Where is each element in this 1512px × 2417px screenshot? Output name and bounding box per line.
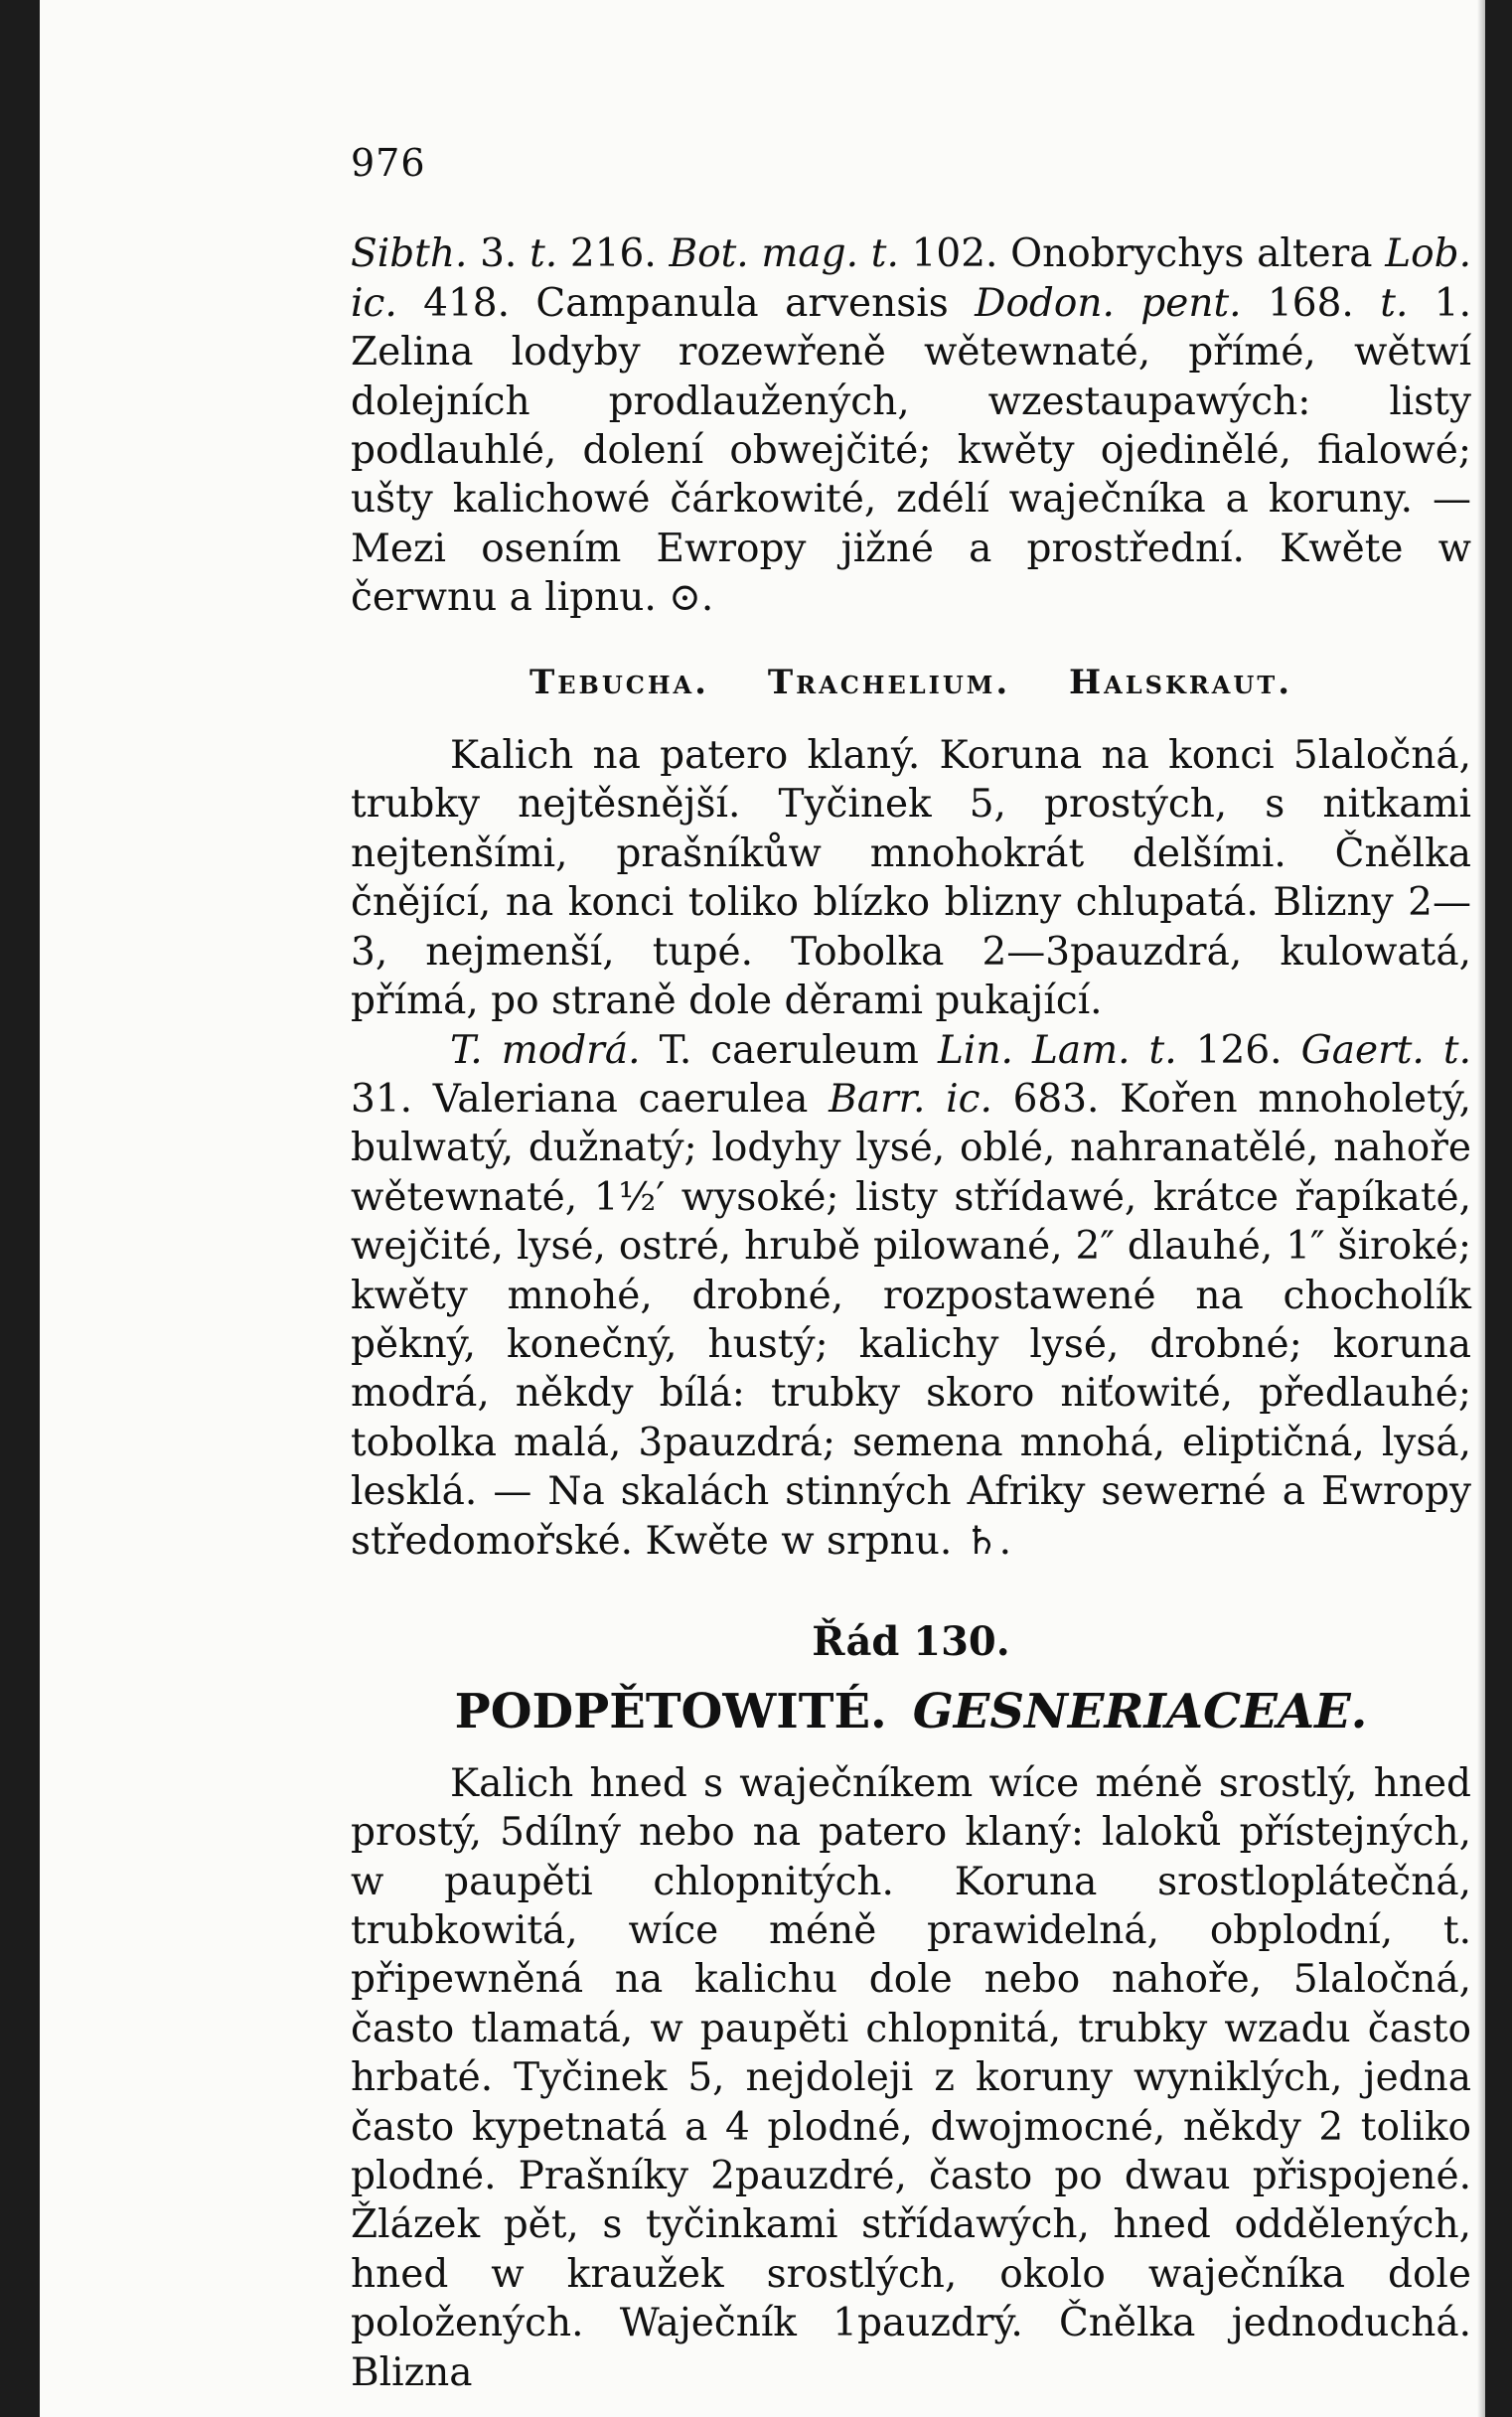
family-description: Kalich hned s waječníkem wíce méně srostlý, hned prostý, 5dílný nebo na patero klaný: laloků přístejných, w paupěti chlopnitých. Koruna srostloplátečná, trubkowitá, wíce méně prawidelná, obplodní, t. připewněná na kalichu dole nebo nahoře, 5laločná, často tlamatá, w paupěti chlopnitá, trubky wzadu často hrbaté. Tyčinek 5, nejdoleji z koruny wyniklých, jedna často kypetnatá a 4 plodné, dwojmocné, někdy 2 toliko plodné. Prašníky 2pauzdré, často po dwau přispojené. Žlázek pět, s tyčinkami střídawých, hned oddělených, hned w kraužek srostlých, okolo waječníka dole položených. Waječník 1pauzdrý. Čnělka jednoduchá. Blizna [351,1760,1471,2395]
species-latin: T. caeruleum [659,1027,919,1073]
ref-t1: t. [529,231,558,277]
genus-german: Halskraut. [1069,662,1293,702]
campanula-entry [351,229,1471,622]
page-text-block [351,139,1471,2397]
page-number: 976 [351,141,426,185]
family-latin: GESNERIACEAE. [912,1684,1368,1740]
species-description: Kořen mnoholetý, bulwatý, dužnatý; lodyhy lysé, oblé, nahranatělé, nahoře wětewnaté, 1½′ wysoké; listy střídawé, krátce řapíkaté, wejčité, lysé, ostré, hrubě pilowané, 2″ dlauhé, 1″ široké; kwěty mnohé, drobné, rozpostawené na chocholík pěkný, konečný, hustý; kalichy lysé, drobné; koruna modrá, někdy bílá: trubky skoro niťowité, předlauhé; tobolka malá, 3pauzdrá; semena mnohá, eliptičná, lysá, lesklá. — Na skalách stinných Afriky sewerné a Ewropy středomořské. Kwěte w srpnu. ♄. [351,1076,1471,1564]
species-ref2-num: 31. Valeriana caerulea [351,1076,809,1122]
species-ref3-num: 683. [1012,1076,1100,1122]
species-entry [351,1026,1471,1566]
ref-rest4: 1. [1434,280,1471,326]
ref-rest1: 102. Onobrychys altera [911,231,1373,277]
ref-dodon: Dodon. pent. [975,280,1242,326]
family-czech: PODPĚTOWITÉ. [454,1684,887,1740]
ref-216: 216. [569,231,657,277]
species-name: T. modrá. [450,1027,641,1073]
ref-lob: Lob. ic. [351,231,1471,326]
ref-botmag: Bot. mag. t. [669,231,899,277]
family-heading [351,1684,1471,1740]
campanula-description: Zelina lodyby rozewřeně wětewnaté, přímé, wětwí dolejních prodlaužených, wzestaupawých: listy podlauhlé, dolení obwejčité; kwěty ojedinělé, fialowé; ušty kalichowé čárkowité, zdélí waječníka a koruny. — Mezi osením Ewropy jižné a prostřední. Kwěte w čerwnu a lipnu. ⊙. [351,330,1471,621]
order-heading: Řád 130. [812,1617,1010,1665]
species-ref1: Lin. Lam. t. [937,1027,1177,1073]
ref-t2: t. [1380,280,1409,326]
ref-sibth: Sibth. [351,231,468,277]
species-ref3: Barr. ic. [829,1076,992,1122]
ref-rest2: 418. Campanula arvensis [423,280,949,326]
genus-description: Kalich na patero klaný. Koruna na konci 5laločná, trubky nejtěsnější. Tyčinek 5, prostých, s nitkami nejtenšími, prašníkůw mnohokrát delšími. Čnělka čnějící, na konci toliko blízko blizny chlupatá. Blizny 2—3, nejmenší, tupé. Tobolka 2—3pauzdrá, kulowatá, přímá, po straně dole děrami pukající. [351,733,1471,1024]
genus-heading [351,659,1471,707]
ref-rest3: 168. [1267,280,1354,326]
genus-latin: Trachelium. [767,662,1011,702]
species-ref1-num: 126. [1195,1027,1283,1073]
ref-vol: 3. [480,231,518,277]
book-page [40,0,1485,2417]
species-ref2: Gaert. t. [1300,1027,1471,1073]
genus-czech: Tebucha. [529,662,709,702]
